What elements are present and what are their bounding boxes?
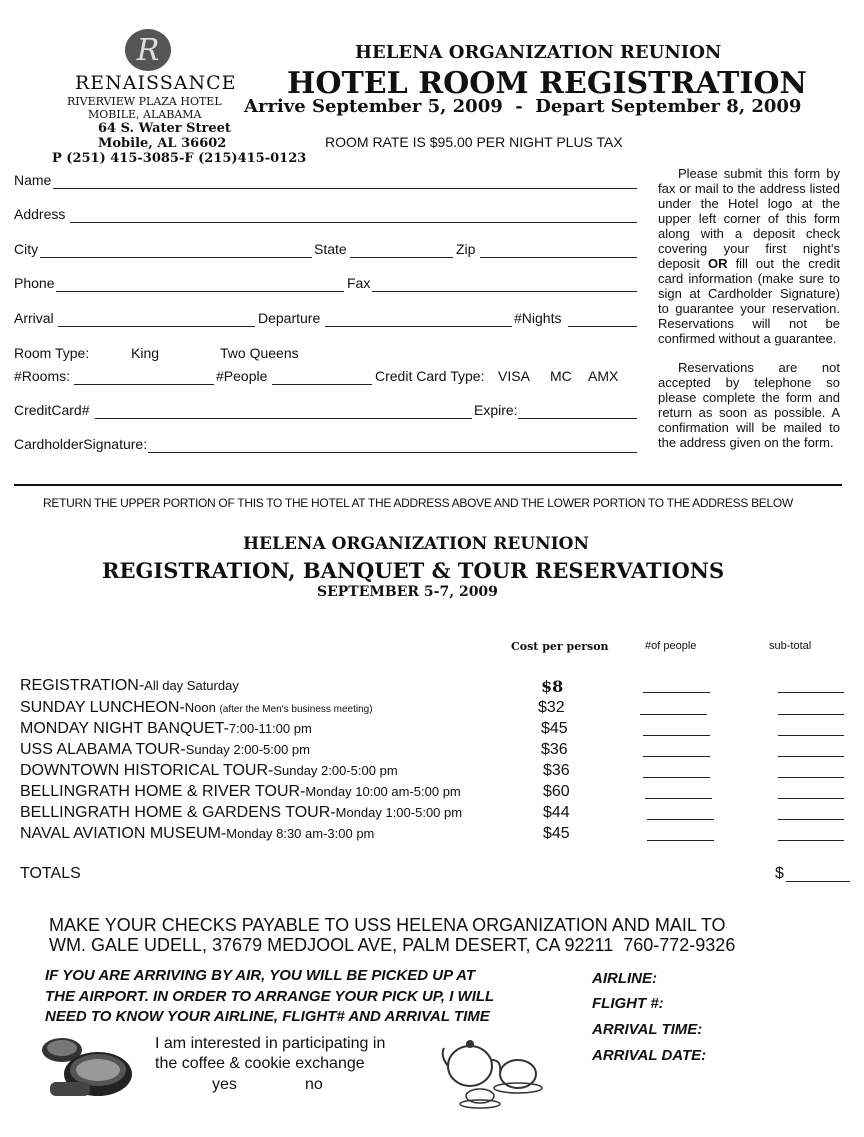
activity-row bbox=[0, 762, 864, 782]
activity-time: Monday 10:00 am-5:00 pm bbox=[305, 784, 461, 799]
cc-type-mc[interactable]: MC bbox=[550, 368, 572, 384]
subtotal-field[interactable] bbox=[778, 777, 844, 778]
activity-time: 7:00-11:00 pm bbox=[228, 721, 312, 736]
activity-name: USS ALABAMA TOUR- bbox=[20, 741, 186, 758]
instructions-part-b: fill out the credit card information (make sure to sign at Cardholder Signature) to guarantee your reservation. Reservations will not be confirmed without a guarantee. bbox=[658, 256, 840, 346]
departure-label: Departure bbox=[258, 310, 321, 326]
instructions-or: OR bbox=[708, 256, 728, 271]
room-type-label: Room Type: bbox=[14, 345, 90, 361]
hotel-street: 64 S. Water Street bbox=[98, 121, 231, 136]
hotel-phone-fax: P (251) 415-3085-F (215)415-0123 bbox=[52, 151, 307, 166]
instructions-part-a: Please submit this form by fax or mail to the address listed under the Hotel logo at the upper left corner of this form along with a deposit check covering your first night's deposit bbox=[658, 166, 840, 271]
subtotal-field[interactable] bbox=[778, 819, 844, 820]
totals-label: TOTALS bbox=[20, 865, 81, 882]
activity-price: $36 bbox=[541, 741, 568, 758]
subtotal-field[interactable] bbox=[778, 756, 844, 757]
coffee-line-1: I am interested in participating in bbox=[155, 1035, 386, 1052]
activity-name: NAVAL AVIATION MUSEUM- bbox=[20, 825, 227, 842]
coffee-no[interactable]: no bbox=[305, 1076, 323, 1093]
subtotal-column-header: sub-total bbox=[769, 640, 812, 652]
city-label: City bbox=[14, 241, 39, 257]
activity-price: $8 bbox=[541, 677, 564, 696]
activity-price: $44 bbox=[543, 804, 570, 821]
section2-dates: SEPTEMBER 5-7, 2009 bbox=[317, 584, 498, 600]
coffee-line-2: the coffee & cookie exchange bbox=[155, 1055, 365, 1072]
activity-note: (after the Men's business meeting) bbox=[219, 704, 373, 715]
totals-field[interactable] bbox=[786, 881, 850, 882]
cost-column-header: Cost per person bbox=[511, 640, 609, 653]
hotel-city: MOBILE, ALABAMA bbox=[88, 108, 202, 121]
hotel-city-zip: Mobile, AL 36602 bbox=[98, 136, 227, 151]
signature-field[interactable] bbox=[148, 452, 637, 453]
state-label: State bbox=[314, 241, 347, 257]
departure-field[interactable] bbox=[325, 326, 512, 327]
activity-label bbox=[20, 783, 461, 801]
arrival-label: Arrival bbox=[14, 310, 54, 326]
zip-field[interactable] bbox=[480, 257, 637, 258]
airline-label[interactable]: AIRLINE: bbox=[592, 970, 657, 987]
arrival-date-label[interactable]: ARRIVAL DATE: bbox=[592, 1047, 707, 1064]
credit-card-field[interactable] bbox=[95, 418, 472, 419]
activity-name: BELLINGRATH HOME & GARDENS TOUR- bbox=[20, 804, 336, 821]
activity-price: $60 bbox=[543, 783, 570, 800]
activity-time: Monday 1:00-5:00 pm bbox=[335, 805, 463, 820]
zip-label: Zip bbox=[456, 241, 476, 257]
payment-line-2: WM. GALE UDELL, 37679 MEDJOOL AVE, PALM DESERT, CA 92211 760-772-9326 bbox=[49, 935, 736, 955]
activity-price: $32 bbox=[538, 699, 565, 716]
phone-field[interactable] bbox=[56, 291, 344, 292]
section2-title: REGISTRATION, BANQUET & TOUR RESERVATIONS bbox=[102, 558, 725, 583]
activity-row bbox=[0, 720, 864, 740]
subtotal-field[interactable] bbox=[778, 714, 844, 715]
telephone-instructions: Reservations are not accepted by telephone so please complete the form and return as soon as possible. A confirmation will be mailed to the address given on the form. bbox=[658, 360, 840, 450]
air-text-1: IF YOU ARE ARRIVING BY AIR, YOU WILL BE PICKED UP AT bbox=[45, 967, 476, 984]
activity-label bbox=[20, 762, 398, 780]
people-column-header: #of people bbox=[645, 640, 697, 652]
phone-label: Phone bbox=[14, 275, 55, 291]
activity-label bbox=[20, 804, 462, 822]
activity-label bbox=[20, 741, 310, 759]
activity-label bbox=[20, 720, 312, 738]
activity-row bbox=[0, 825, 864, 845]
activity-name: REGISTRATION- bbox=[20, 677, 145, 694]
room-type-king[interactable]: King bbox=[131, 345, 160, 361]
activity-price: $45 bbox=[543, 825, 570, 842]
arrival-field[interactable] bbox=[58, 326, 255, 327]
activity-row bbox=[0, 677, 864, 697]
name-label: Name bbox=[14, 172, 52, 188]
teapot-illustration bbox=[440, 1030, 550, 1115]
arrival-time-label[interactable]: ARRIVAL TIME: bbox=[592, 1021, 703, 1038]
people-count-field[interactable] bbox=[643, 756, 710, 757]
activity-row bbox=[0, 783, 864, 803]
fax-label: Fax bbox=[347, 275, 371, 291]
people-label: #People bbox=[216, 368, 268, 384]
subtotal-field[interactable] bbox=[778, 840, 844, 841]
people-count-field[interactable] bbox=[643, 777, 710, 778]
activity-name: MONDAY NIGHT BANQUET- bbox=[20, 720, 229, 737]
activity-label bbox=[20, 699, 373, 717]
address-label: Address bbox=[14, 206, 66, 222]
activity-price: $36 bbox=[543, 762, 570, 779]
hotel-brand: RENAISSANCE bbox=[75, 72, 237, 94]
activity-name: DOWNTOWN HISTORICAL TOUR- bbox=[20, 762, 274, 779]
submission-instructions bbox=[658, 166, 840, 346]
rooms-field[interactable] bbox=[74, 384, 214, 385]
nights-field[interactable] bbox=[568, 326, 637, 327]
air-text-3: NEED TO KNOW YOUR AIRLINE, FLIGHT# AND ARRIVAL TIME bbox=[45, 1008, 490, 1025]
activity-time: All day Saturday bbox=[144, 678, 239, 693]
people-count-field[interactable] bbox=[645, 798, 712, 799]
arrive-depart-dates: Arrive September 5, 2009 - Depart September 8, 2009 bbox=[244, 96, 802, 117]
subtotal-field[interactable] bbox=[778, 692, 844, 693]
activity-time: Noon bbox=[184, 700, 220, 715]
section2-org: HELENA ORGANIZATION REUNION bbox=[243, 534, 590, 554]
activity-time: Sunday 2:00-5:00 pm bbox=[273, 763, 398, 778]
address-field[interactable] bbox=[70, 222, 637, 223]
cc-type-label: Credit Card Type: bbox=[375, 368, 485, 384]
fax-field[interactable] bbox=[372, 291, 637, 292]
state-field[interactable] bbox=[350, 257, 453, 258]
activity-time: Monday 8:30 am-3:00 pm bbox=[226, 826, 375, 841]
room-rate: ROOM RATE IS $95.00 PER NIGHT PLUS TAX bbox=[325, 134, 623, 150]
city-field[interactable] bbox=[40, 257, 312, 258]
people-field[interactable] bbox=[272, 384, 372, 385]
people-count-field[interactable] bbox=[643, 735, 710, 736]
svg-text:R: R bbox=[136, 33, 160, 68]
payment-line-1: MAKE YOUR CHECKS PAYABLE TO USS HELENA ORGANIZATION AND MAIL TO bbox=[49, 915, 726, 935]
signature-label: CardholderSignature: bbox=[14, 436, 148, 452]
activity-row bbox=[0, 741, 864, 761]
people-count-field[interactable] bbox=[643, 692, 710, 693]
expire-label: Expire: bbox=[474, 402, 518, 418]
name-field[interactable] bbox=[53, 188, 637, 189]
activity-row bbox=[0, 699, 864, 719]
hotel-logo bbox=[124, 28, 172, 77]
people-count-field[interactable] bbox=[647, 840, 714, 841]
rooms-label: #Rooms: bbox=[14, 368, 71, 384]
subtotal-field[interactable] bbox=[778, 798, 844, 799]
page-title: HOTEL ROOM REGISTRATION bbox=[287, 66, 807, 101]
people-count-field[interactable] bbox=[640, 714, 707, 715]
org-title: HELENA ORGANIZATION REUNION bbox=[355, 42, 722, 63]
subtotal-field[interactable] bbox=[778, 735, 844, 736]
hotel-name: RIVERVIEW PLAZA HOTEL bbox=[67, 95, 222, 108]
cookie-illustration bbox=[40, 1032, 140, 1107]
air-text-2: THE AIRPORT. IN ORDER TO ARRANGE YOUR PICK UP, I WILL bbox=[45, 988, 495, 1005]
coffee-yes[interactable]: yes bbox=[212, 1076, 237, 1093]
totals-dollar: $ bbox=[775, 865, 784, 882]
credit-card-label: CreditCard# bbox=[14, 402, 90, 418]
cc-type-amx[interactable]: AMX bbox=[588, 368, 619, 384]
nights-label: #Nights bbox=[514, 310, 562, 326]
flight-label[interactable]: FLIGHT #: bbox=[592, 995, 664, 1012]
expire-field[interactable] bbox=[518, 418, 637, 419]
activity-name: SUNDAY LUNCHEON- bbox=[20, 699, 185, 716]
return-note: RETURN THE UPPER PORTION OF THIS TO THE HOTEL AT THE ADDRESS ABOVE AND THE LOWER PORTION TO THE ADDRESS BELOW bbox=[43, 496, 793, 510]
cc-type-visa[interactable]: VISA bbox=[498, 368, 530, 384]
activity-price: $45 bbox=[541, 720, 568, 737]
activity-time: Sunday 2:00-5:00 pm bbox=[185, 742, 310, 757]
people-count-field[interactable] bbox=[647, 819, 714, 820]
activity-label bbox=[20, 677, 239, 695]
activity-label bbox=[20, 825, 374, 843]
activity-row bbox=[0, 804, 864, 824]
section-divider bbox=[14, 484, 842, 486]
room-type-two-queens[interactable]: Two Queens bbox=[220, 345, 299, 361]
activity-name: BELLINGRATH HOME & RIVER TOUR- bbox=[20, 783, 306, 800]
